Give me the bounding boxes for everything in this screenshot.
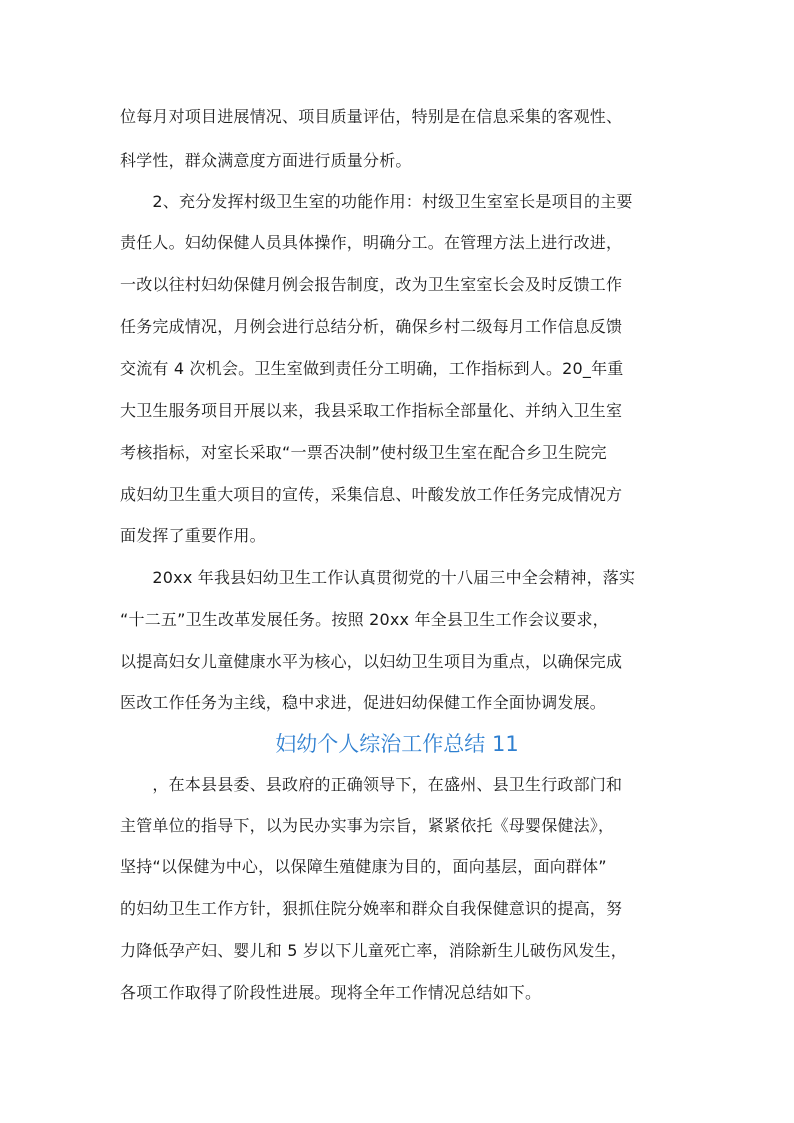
paragraph-line: 的妇幼卫生工作方针，狠抓住院分娩率和群众自我保健意识的提高，努 <box>120 899 623 918</box>
paragraph-line: 各项工作取得了阶段性进展。现将全年工作情况总结如下。 <box>120 983 542 1002</box>
paragraph-line: 大卫生服务项目开展以来，我县采取工作指标全部量化、并纳入卫生室 <box>120 401 623 420</box>
paragraph-line: 位每月对项目进展情况、项目质量评估，特别是在信息采集的客观性、 <box>120 107 623 126</box>
paragraph-line: 交流有 4 次机会。卫生室做到责任分工明确，工作指标到人。20_年重 <box>120 359 624 378</box>
paragraph-line: 成妇幼卫生重大项目的宣传，采集信息、叶酸发放工作任务完成情况方 <box>120 485 623 504</box>
paragraph-line: 科学性，群众满意度方面进行质量分析。 <box>120 151 412 170</box>
paragraph-line: 医改工作任务为主线，稳中求进，促进妇幼保健工作全面协调发展。 <box>120 693 607 712</box>
section-heading: 妇幼个人综治工作总结 11 <box>275 732 519 756</box>
paragraph-line: 面发挥了重要作用。 <box>120 526 266 545</box>
paragraph-line: “十二五”卫生改革发展任务。按照 20xx 年全县卫生工作会议要求， <box>120 610 609 629</box>
paragraph-line: 任务完成情况，月例会进行总结分析，确保乡村二级每月工作信息反馈 <box>120 317 623 336</box>
paragraph-line: 一改以往村妇幼保健月例会报告制度，改为卫生室室长会及时反馈工作 <box>120 275 623 294</box>
paragraph-line: 责任人。妇幼保健人员具体操作，明确分工。在管理方法上进行改进， <box>120 233 623 252</box>
paragraph-line: 20xx 年我县妇幼卫生工作认真贯彻党的十八届三中全会精神，落实 <box>120 568 636 587</box>
paragraph-line: ，在本县县委、县政府的正确领导下，在盛州、县卫生行政部门和 <box>120 775 623 794</box>
paragraph-line: 考核指标，对室长采取“一票否决制”使村级卫生室在配合乡卫生院完 <box>120 443 607 462</box>
paragraph-line: 力降低孕产妇、婴儿和 5 岁以下儿童死亡率，消除新生儿破伤风发生， <box>120 941 627 960</box>
paragraph-line: 2、充分发挥村级卫生室的功能作用：村级卫生室室长是项目的主要 <box>120 192 633 211</box>
paragraph-line: 坚持“以保健为中心，以保障生殖健康为目的，面向基层，面向群体” <box>120 857 607 876</box>
paragraph-line: 以提高妇女儿童健康水平为核心，以妇幼卫生项目为重点，以确保完成 <box>120 652 623 671</box>
paragraph-line: 主管单位的指导下，以为民办实事为宗旨，紧紧依托《母婴保健法》， <box>120 816 615 835</box>
